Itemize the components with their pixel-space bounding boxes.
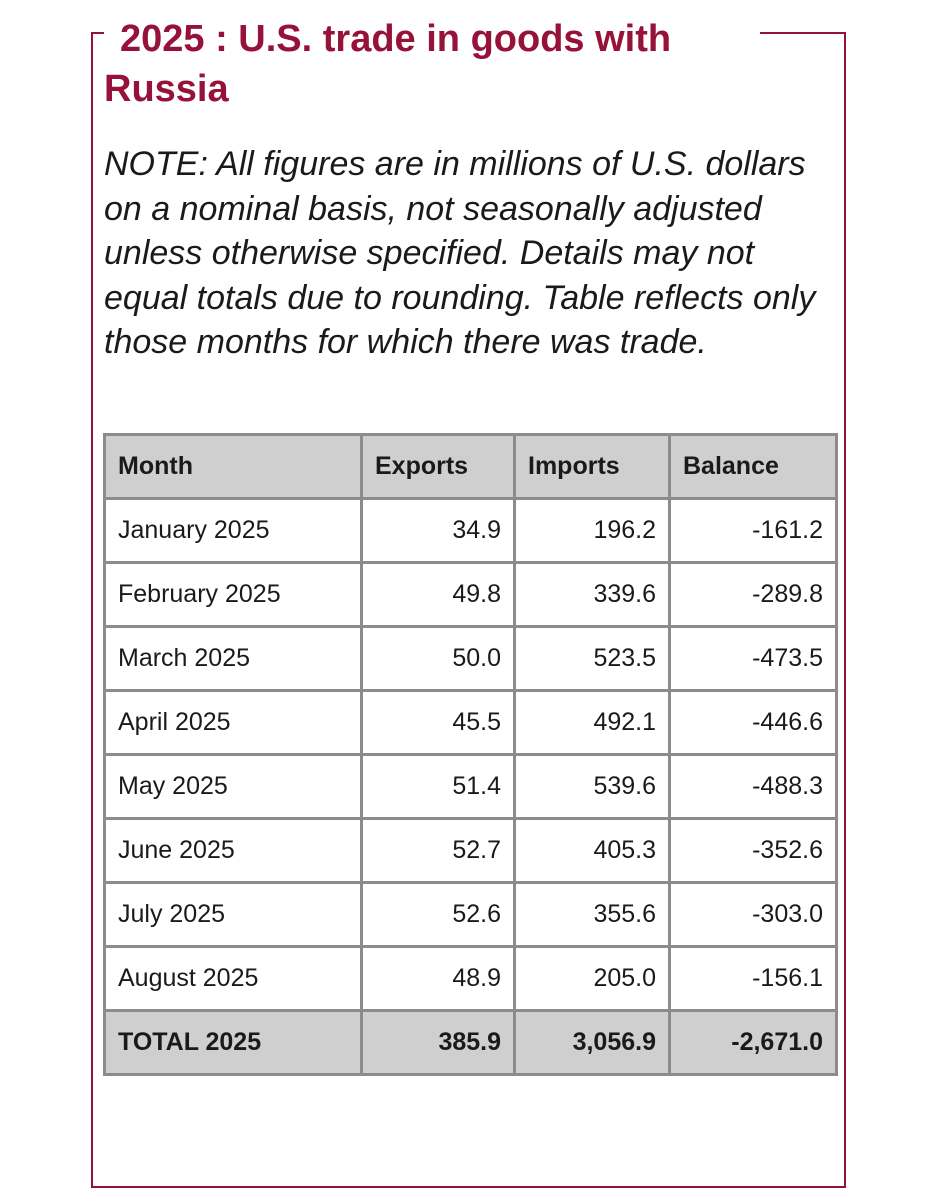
table-row [105,499,837,563]
cell-balance: -488.3 [670,755,837,819]
table-row [105,563,837,627]
table-header-row [105,435,837,499]
cell-imports: 205.0 [515,947,670,1011]
total-balance: -2,671.0 [670,1011,837,1075]
cell-balance: -303.0 [670,883,837,947]
cell-exports: 52.6 [362,883,515,947]
cell-imports: 405.3 [515,819,670,883]
cell-balance: -289.8 [670,563,837,627]
cell-imports: 523.5 [515,627,670,691]
cell-exports: 51.4 [362,755,515,819]
cell-balance: -161.2 [670,499,837,563]
note-text: NOTE: All figures are in millions of U.S. dollars on a nominal basis, not seasonally adjusted unless otherwise specified. Details may not equal totals due to rounding. Table reflects only those months for which there was trade. [104,145,816,362]
page-title-line-1: 2025 : U.S. trade in goods with [120,14,677,64]
table-row [105,819,837,883]
total-imports: 3,056.9 [515,1011,670,1075]
cell-month: March 2025 [105,627,362,691]
cell-exports: 49.8 [362,563,515,627]
header-imports: Imports [515,435,670,499]
table-row [105,627,837,691]
header-balance: Balance [670,435,837,499]
total-exports: 385.9 [362,1011,515,1075]
cell-imports: 355.6 [515,883,670,947]
cell-exports: 34.9 [362,499,515,563]
cell-month: July 2025 [105,883,362,947]
cell-exports: 52.7 [362,819,515,883]
cell-balance: -446.6 [670,691,837,755]
trade-table [103,433,838,1076]
cell-balance: -352.6 [670,819,837,883]
table-row [105,883,837,947]
table-total-row [105,1011,837,1075]
cell-month: January 2025 [105,499,362,563]
cell-month: February 2025 [105,563,362,627]
total-label: TOTAL 2025 [105,1011,362,1075]
cell-imports: 492.1 [515,691,670,755]
header-month: Month [105,435,362,499]
cell-exports: 50.0 [362,627,515,691]
cell-month: August 2025 [105,947,362,1011]
cell-month: June 2025 [105,819,362,883]
table-row [105,755,837,819]
cell-exports: 48.9 [362,947,515,1011]
cell-exports: 45.5 [362,691,515,755]
cell-imports: 539.6 [515,755,670,819]
header-exports: Exports [362,435,515,499]
cell-month: April 2025 [105,691,362,755]
page-title [104,14,760,114]
cell-imports: 196.2 [515,499,670,563]
cell-balance: -473.5 [670,627,837,691]
table-row [105,947,837,1011]
cell-balance: -156.1 [670,947,837,1011]
table-row [105,691,837,755]
page-title-line-2: Russia [104,68,229,110]
cell-imports: 339.6 [515,563,670,627]
cell-month: May 2025 [105,755,362,819]
